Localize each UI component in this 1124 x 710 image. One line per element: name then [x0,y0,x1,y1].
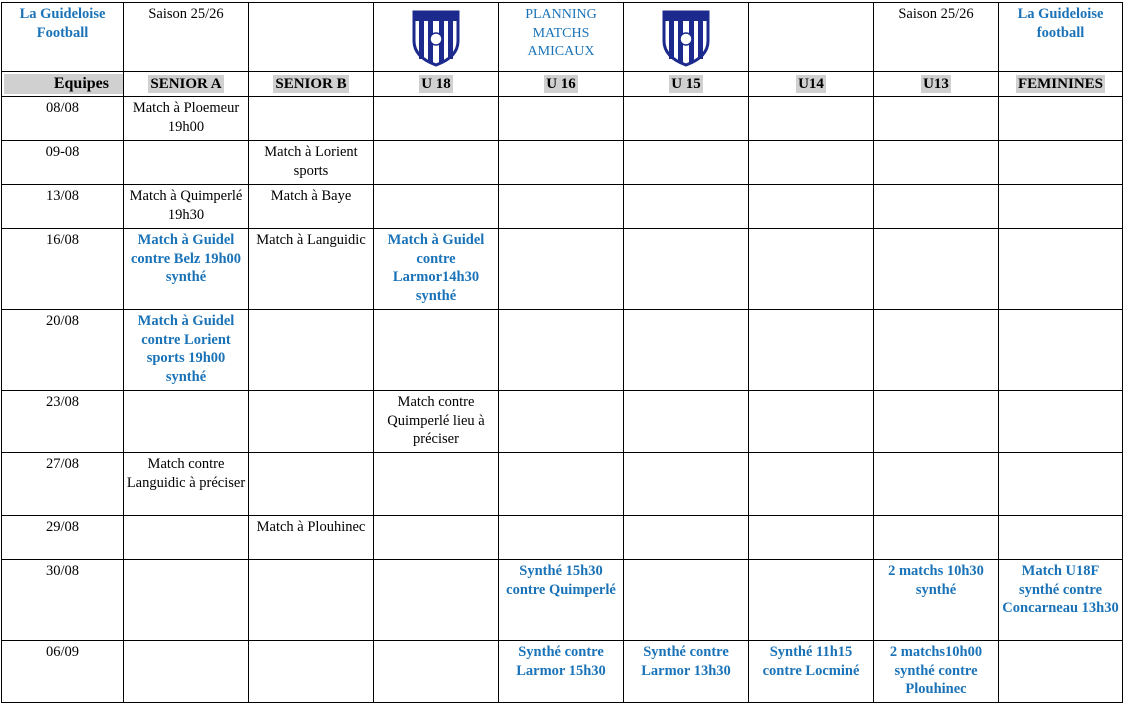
club-crest-icon [661,9,711,67]
col-header-team: U13 [874,72,999,97]
date-cell: 16/08 [2,229,124,310]
match-cell: 2 matchs 10h30 synthé [874,560,999,641]
match-cell [124,141,249,185]
table-row [2,97,1123,141]
match-cell [874,141,999,185]
match-cell [749,560,874,641]
empty-header-cell [249,3,374,72]
match-cell [749,453,874,516]
col-header-team: U 18 [374,72,499,97]
match-cell [374,516,499,560]
table-row [2,185,1123,229]
match-cell [624,453,749,516]
date-cell: 09-08 [2,141,124,185]
match-cell [999,641,1123,703]
match-cell: Match à Guidel contre Lorient sports 19h00 synthé [124,310,249,391]
table-row [2,560,1123,641]
match-cell [124,516,249,560]
match-cell [249,453,374,516]
match-cell: Match à Ploemeur 19h00 [124,97,249,141]
match-cell [624,391,749,453]
match-cell [124,391,249,453]
col-header-team: U 16 [499,72,624,97]
match-cell [249,641,374,703]
match-cell [499,453,624,516]
match-cell [499,97,624,141]
season-right: Saison 25/26 [874,3,999,72]
col-header-team: FEMININES [999,72,1123,97]
match-cell [999,391,1123,453]
match-cell [749,516,874,560]
match-cell [999,229,1123,310]
match-cell [624,560,749,641]
match-cell [499,141,624,185]
planning-table [1,2,1123,703]
match-cell [249,391,374,453]
table-row [2,391,1123,453]
match-cell: Synthé contre Larmor 13h30 [624,641,749,703]
match-cell [999,453,1123,516]
match-cell [374,560,499,641]
match-cell: Synthé contre Larmor 15h30 [499,641,624,703]
match-cell: Match contre Languidic à préciser [124,453,249,516]
match-cell: Match U18F synthé contre Concarneau 13h30 [999,560,1123,641]
date-cell: 29/08 [2,516,124,560]
table-row [2,641,1123,703]
match-cell [624,516,749,560]
match-cell: Match à Baye [249,185,374,229]
match-cell [749,185,874,229]
match-cell [874,185,999,229]
match-cell: Synthé 11h15 contre Locminé [749,641,874,703]
match-cell [499,185,624,229]
match-cell [249,310,374,391]
match-cell: Match à Languidic [249,229,374,310]
date-cell: 20/08 [2,310,124,391]
crest-cell-left [374,3,499,72]
match-cell [374,453,499,516]
match-cell [499,391,624,453]
col-header-team: SENIOR A [124,72,249,97]
match-cell [374,97,499,141]
match-cell [499,516,624,560]
match-cell [999,185,1123,229]
match-cell [874,516,999,560]
match-cell [999,141,1123,185]
match-cell [624,310,749,391]
col-header-team: U14 [749,72,874,97]
match-cell [999,516,1123,560]
club-crest-icon [411,9,461,67]
match-cell [624,97,749,141]
match-cell [249,560,374,641]
match-cell [499,310,624,391]
match-cell [374,641,499,703]
match-cell [374,141,499,185]
match-cell [499,229,624,310]
header-row [2,3,1123,72]
date-cell: 08/08 [2,97,124,141]
match-cell [874,453,999,516]
date-cell: 30/08 [2,560,124,641]
col-header-team: U 15 [624,72,749,97]
date-cell: 23/08 [2,391,124,453]
match-cell [749,97,874,141]
date-cell: 13/08 [2,185,124,229]
match-cell [874,391,999,453]
table-row [2,229,1123,310]
col-header-equipes: Equipes [2,72,124,97]
match-cell [874,229,999,310]
match-cell: 2 matchs10h00 synthé contre Plouhinec [874,641,999,703]
table-row [2,516,1123,560]
match-cell [124,560,249,641]
match-cell: Match à Lorient sports [249,141,374,185]
match-cell [749,229,874,310]
date-cell: 06/09 [2,641,124,703]
planning-title-cell: PLANNING MATCHS AMICAUX [499,3,624,72]
match-cell [624,229,749,310]
match-cell [124,641,249,703]
date-cell: 27/08 [2,453,124,516]
column-header-row [2,72,1123,97]
club-name-right: La Guideloise football [999,3,1123,72]
crest-cell-right [624,3,749,72]
match-cell [624,185,749,229]
match-cell [874,310,999,391]
match-cell: Synthé 15h30 contre Quimperlé [499,560,624,641]
match-cell [374,185,499,229]
col-header-team: SENIOR B [249,72,374,97]
match-cell [749,310,874,391]
table-row [2,310,1123,391]
match-cell: Match à Plouhinec [249,516,374,560]
match-cell [749,391,874,453]
match-cell [999,310,1123,391]
match-cell [249,97,374,141]
table-row [2,141,1123,185]
empty-header-cell [749,3,874,72]
table-row [2,453,1123,516]
match-cell [374,310,499,391]
match-cell: Match à Quimperlé 19h30 [124,185,249,229]
match-cell [749,141,874,185]
club-name-left: La Guideloise Football [2,3,124,72]
match-cell: Match à Guidel contre Larmor14h30 synthé [374,229,499,310]
match-cell [999,97,1123,141]
match-cell: Match contre Quimperlé lieu à préciser [374,391,499,453]
match-cell [624,141,749,185]
match-cell: Match à Guidel contre Belz 19h00 synthé [124,229,249,310]
season-left: Saison 25/26 [124,3,249,72]
match-cell [874,97,999,141]
